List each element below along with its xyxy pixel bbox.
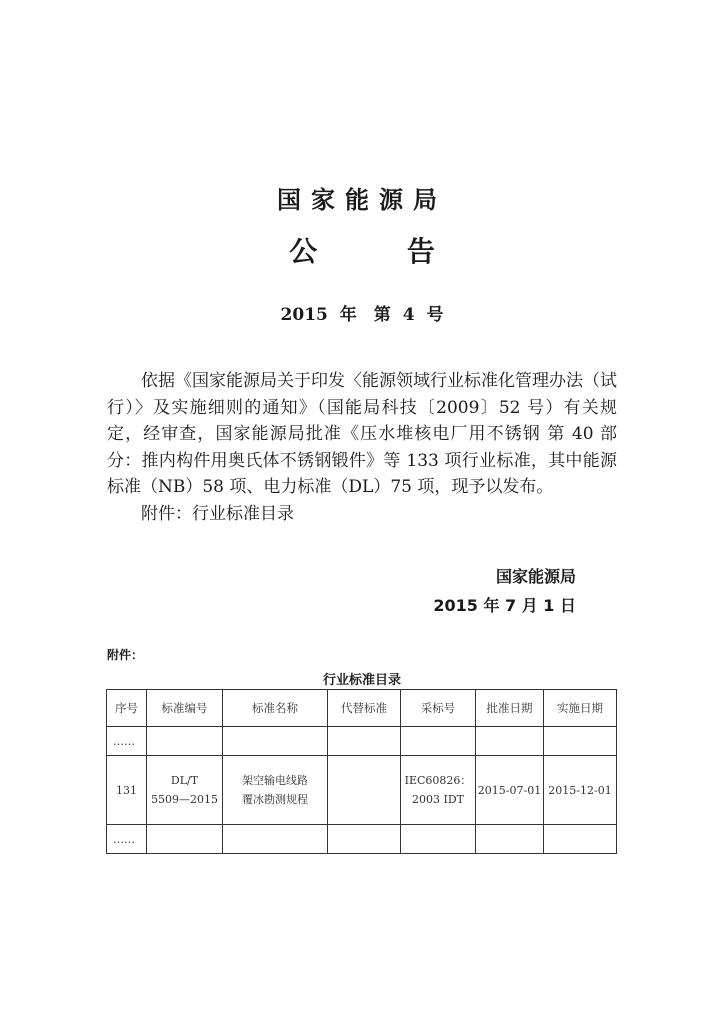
column-header: 实施日期 xyxy=(544,690,617,727)
signature-date: 2015 年 7 月 1 日 xyxy=(433,596,576,615)
announcement-body xyxy=(107,368,617,527)
ellipsis-cell: …… xyxy=(107,825,147,854)
signature-block xyxy=(433,562,576,620)
document-type-heading: 公 告 xyxy=(289,235,475,268)
column-header: 批准日期 xyxy=(476,690,544,727)
adopt-line: 2003 IDT xyxy=(412,793,464,806)
attachment-reference: 附件：行业标准目录 xyxy=(141,503,294,524)
attachment-label: 附件： xyxy=(107,648,144,662)
code-line: DL/T xyxy=(170,774,199,787)
table-header-row xyxy=(107,690,617,727)
name-line: 架空输电线路 xyxy=(242,774,308,787)
name-cell xyxy=(223,756,328,825)
replaces-cell xyxy=(328,756,401,825)
signature-issuer: 国家能源局 xyxy=(495,567,576,586)
adopt-line: IEC60826： xyxy=(404,774,472,787)
ellipsis-cell: …… xyxy=(107,727,147,756)
standards-table xyxy=(106,689,617,854)
adopt-cell xyxy=(401,756,476,825)
code-cell xyxy=(147,756,223,825)
table-row-ellipsis xyxy=(107,727,617,756)
effective-date-cell: 2015-12-01 xyxy=(544,756,617,825)
issue-number: 2015 年 第 4 号 xyxy=(280,305,444,325)
column-header: 代替标准 xyxy=(328,690,401,727)
issuing-agency-heading: 国家能源局 xyxy=(277,186,447,214)
code-line: 5509—2015 xyxy=(151,793,218,806)
name-line: 覆冰勘测规程 xyxy=(242,793,308,806)
column-header: 序号 xyxy=(107,690,147,727)
table-title: 行业标准目录 xyxy=(322,673,401,688)
seq-cell: 131 xyxy=(107,756,147,825)
column-header: 采标号 xyxy=(401,690,476,727)
table-row xyxy=(107,756,617,825)
table-row-ellipsis xyxy=(107,825,617,854)
approved-date-cell: 2015-07-01 xyxy=(476,756,544,825)
announcement-paragraph: 依据《国家能源局关于印发〈能源领域行业标准化管理办法（试行）〉及实施细则的通知》（国能局科技〔2009〕52 号）有关规定，经审查，国家能源局批准《压水堆核电厂用不锈钢 第 40 部分：推内构件用奥氏体不锈钢锻件》等 133 项行业标准，其中能源标准（NB）58 项、电力标准（DL）75 项，现予以发布。 xyxy=(107,371,617,497)
column-header: 标准编号 xyxy=(147,690,223,727)
column-header: 标准名称 xyxy=(223,690,328,727)
